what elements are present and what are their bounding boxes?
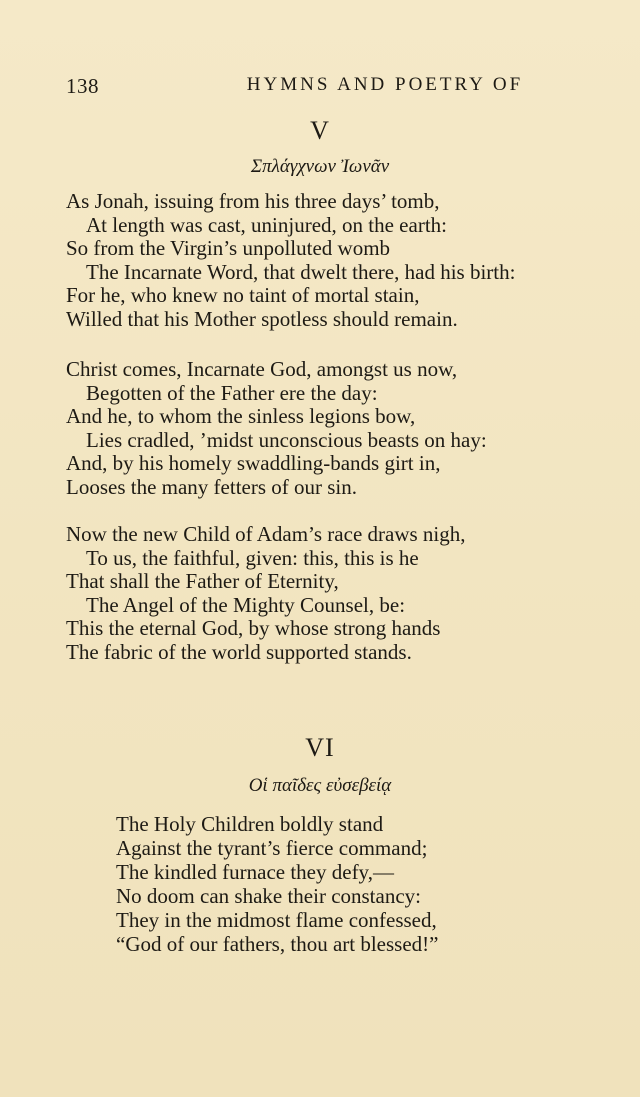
greek-title-vi: Οἱ παῖδες εὐσεβείᾳ xyxy=(248,775,392,796)
verse-line: To us, the faithful, given: this, this is he xyxy=(86,545,419,570)
verse-line: Christ comes, Incarnate God, amongst us now, xyxy=(66,357,458,381)
running-head: HYMNS AND POETRY OF xyxy=(246,74,524,95)
verse-line: So from the Virgin’s unpolluted womb xyxy=(66,236,391,261)
verse-line: The kindled furnace they defy,— xyxy=(116,860,394,884)
stanza-v-1 xyxy=(66,190,626,332)
verse-line: The fabric of the world supported stands. xyxy=(66,639,412,664)
verse-line: Willed that his Mother spotless should remain. xyxy=(66,306,458,331)
section-numeral-v: V xyxy=(310,116,330,145)
verse-line: The Holy Children boldly stand xyxy=(116,812,384,836)
verse-line: The Incarnate Word, that dwelt there, had his birth: xyxy=(86,259,516,284)
stanza-v-2 xyxy=(66,358,626,500)
verse-line: For he, who knew no taint of mortal stain, xyxy=(66,283,420,308)
page-header xyxy=(66,74,574,104)
page-number: 138 xyxy=(66,74,99,98)
verse-line: Begotten of the Father ere the day: xyxy=(86,380,378,405)
verse-line: They in the midmost flame confessed, xyxy=(116,908,437,932)
stanza-vi-1 xyxy=(116,812,616,956)
verse-line: Against the tyrant’s fierce command; xyxy=(116,836,428,860)
verse-line: Looses the many fetters of our sin. xyxy=(66,474,358,499)
verse-line: That shall the Father of Eternity, xyxy=(66,569,339,594)
verse-line: And, by his homely swaddling-bands girt in, xyxy=(66,451,441,476)
stanza-v-3 xyxy=(66,523,626,665)
verse-line: No doom can shake their constancy: xyxy=(116,884,421,908)
verse-line: The Angel of the Mighty Counsel, be: xyxy=(86,592,406,617)
verse-line: Now the new Child of Adam’s race draws nigh, xyxy=(66,522,466,546)
verse-line: “God of our fathers, thou art blessed!” xyxy=(116,932,439,956)
verse-line: This the eternal God, by whose strong hands xyxy=(66,616,441,641)
verse-line: Lies cradled, ’midst unconscious beasts on hay: xyxy=(86,427,487,452)
section-numeral-vi: VI xyxy=(305,733,335,762)
verse-line: And he, to whom the sinless legions bow, xyxy=(66,404,416,429)
greek-title-v: Σπλάγχνων Ἰωνᾶν xyxy=(250,156,390,177)
verse-line: At length was cast, uninjured, on the earth: xyxy=(86,212,447,237)
verse-line: As Jonah, issuing from his three days’ tomb, xyxy=(66,189,440,213)
